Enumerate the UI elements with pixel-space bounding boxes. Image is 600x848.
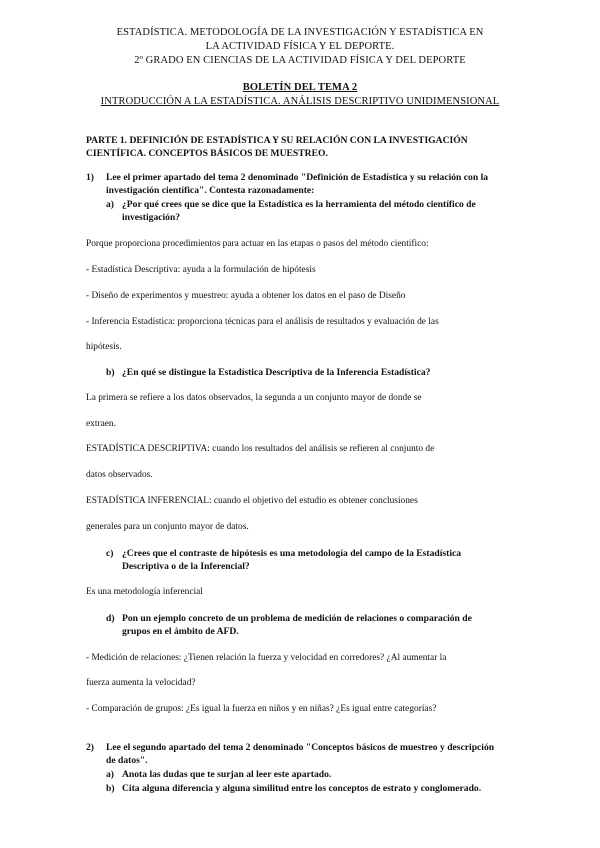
q2b-text: Cita alguna diferencia y alguna similitud entre los conceptos de estrato y conglomerado. [122,783,482,794]
q2-text-line-1: Lee el segundo apartado del tema 2 denominado "Conceptos básicos de muestreo y descripción [106,742,495,753]
q1a-answer-5: hipótesis. [86,342,122,352]
q1b-answer-2: extraen. [86,419,116,429]
header-line-2: LA ACTIVIDAD FÍSICA Y EL DEPORTE. [205,41,395,52]
q1-text-line-2: investigación científica". Contesta razonadamente: [106,185,315,196]
q1a-answer-1: Porque proporciona procedimientos para actuar en las etapas o pasos del método científico: [86,239,429,249]
q1c-answer: Es una metodología inferencial [86,587,203,597]
q1-text-line-1: Lee el primer apartado del tema 2 denominado "Definición de Estadística y su relación con la [106,172,489,183]
q1a-answer-2: - Estadística Descriptiva: ayuda a la formulación de hipótesis [86,265,316,275]
q1d-answer-1: - Medición de relaciones: ¿Tienen relación la fuerza y velocidad en corredores? ¿Al aumentar la [86,653,447,663]
q1d-label: d) [106,613,115,624]
q2b-label: b) [106,783,115,794]
q1d-line-1: Pon un ejemplo concreto de un problema de medición de relaciones o comparación de [122,613,472,624]
q1b-answer-6: generales para un conjunto mayor de datos. [86,522,249,532]
q1a-answer-3: - Diseño de experimentos y muestreo: ayuda a obtener los datos en el paso de Diseño [86,291,406,301]
q1b-text: ¿En qué se distingue la Estadística Descriptiva de la Inferencia Estadística? [122,367,431,378]
q2a-text: Anota las dudas que te surjan al leer este apartado. [122,769,332,780]
q2-number: 2) [86,742,94,753]
part1-heading-line-2: CIENTÍFICA. CONCEPTOS BÁSICOS DE MUESTREO. [86,148,328,159]
q1b-answer-1: La primera se refiere a los datos observados, la segunda a un conjunto mayor de donde se [86,393,422,403]
q1b-label: b) [106,367,115,378]
q1b-answer-4: datos observados. [86,470,153,480]
header-line-1: ESTADÍSTICA. METODOLOGÍA DE LA INVESTIGACIÓN Y ESTADÍSTICA EN [116,27,484,38]
header-line-3: 2º GRADO EN CIENCIAS DE LA ACTIVIDAD FÍSICA Y DEL DEPORTE [134,55,466,66]
bulletin-subtitle: INTRODUCCIÓN A LA ESTADÍSTICA. ANÁLISIS DESCRIPTIVO UNIDIMENSIONAL [100,96,500,107]
bulletin-title: BOLETÍN DEL TEMA 2 [242,82,358,93]
q1d-line-2: grupos en el ámbito de AFD. [122,626,239,637]
q1a-line-1: ¿Por qué crees que se dice que la Estadística es la herramienta del método científico de [122,199,476,210]
q1a-line-2: investigación? [122,212,181,223]
q2-text-line-2: de datos". [106,755,148,766]
q1b-answer-5: ESTADÍSTICA INFERENCIAL: cuando el objetivo del estudio es obtener conclusiones [86,496,418,506]
q2a-label: a) [106,769,114,780]
q1a-answer-4: - Inferencia Estadística: proporciona técnicas para el análisis de resultados y evaluación de las [86,317,439,327]
q1d-answer-2: fuerza aumenta la velocidad? [86,678,196,688]
q1-number: 1) [86,172,94,183]
q1c-line-1: ¿Crees que el contraste de hipótesis es una metodología del campo de la Estadística [122,548,462,559]
q1d-answer-3: - Comparación de grupos: ¿Es igual la fuerza en niños y en niñas? ¿Es igual entre categorías? [86,704,437,714]
q1b-answer-3: ESTADÍSTICA DESCRIPTIVA: cuando los resultados del análisis se refieren al conjunto de [86,444,435,454]
q1a-label: a) [106,199,114,210]
part1-heading-line-1: PARTE 1. DEFINICIÓN DE ESTADÍSTICA Y SU RELACIÓN CON LA INVESTIGACIÓN [86,135,468,146]
q1c-line-2: Descriptiva o de la Inferencial? [122,561,250,572]
q1c-label: c) [106,548,114,559]
